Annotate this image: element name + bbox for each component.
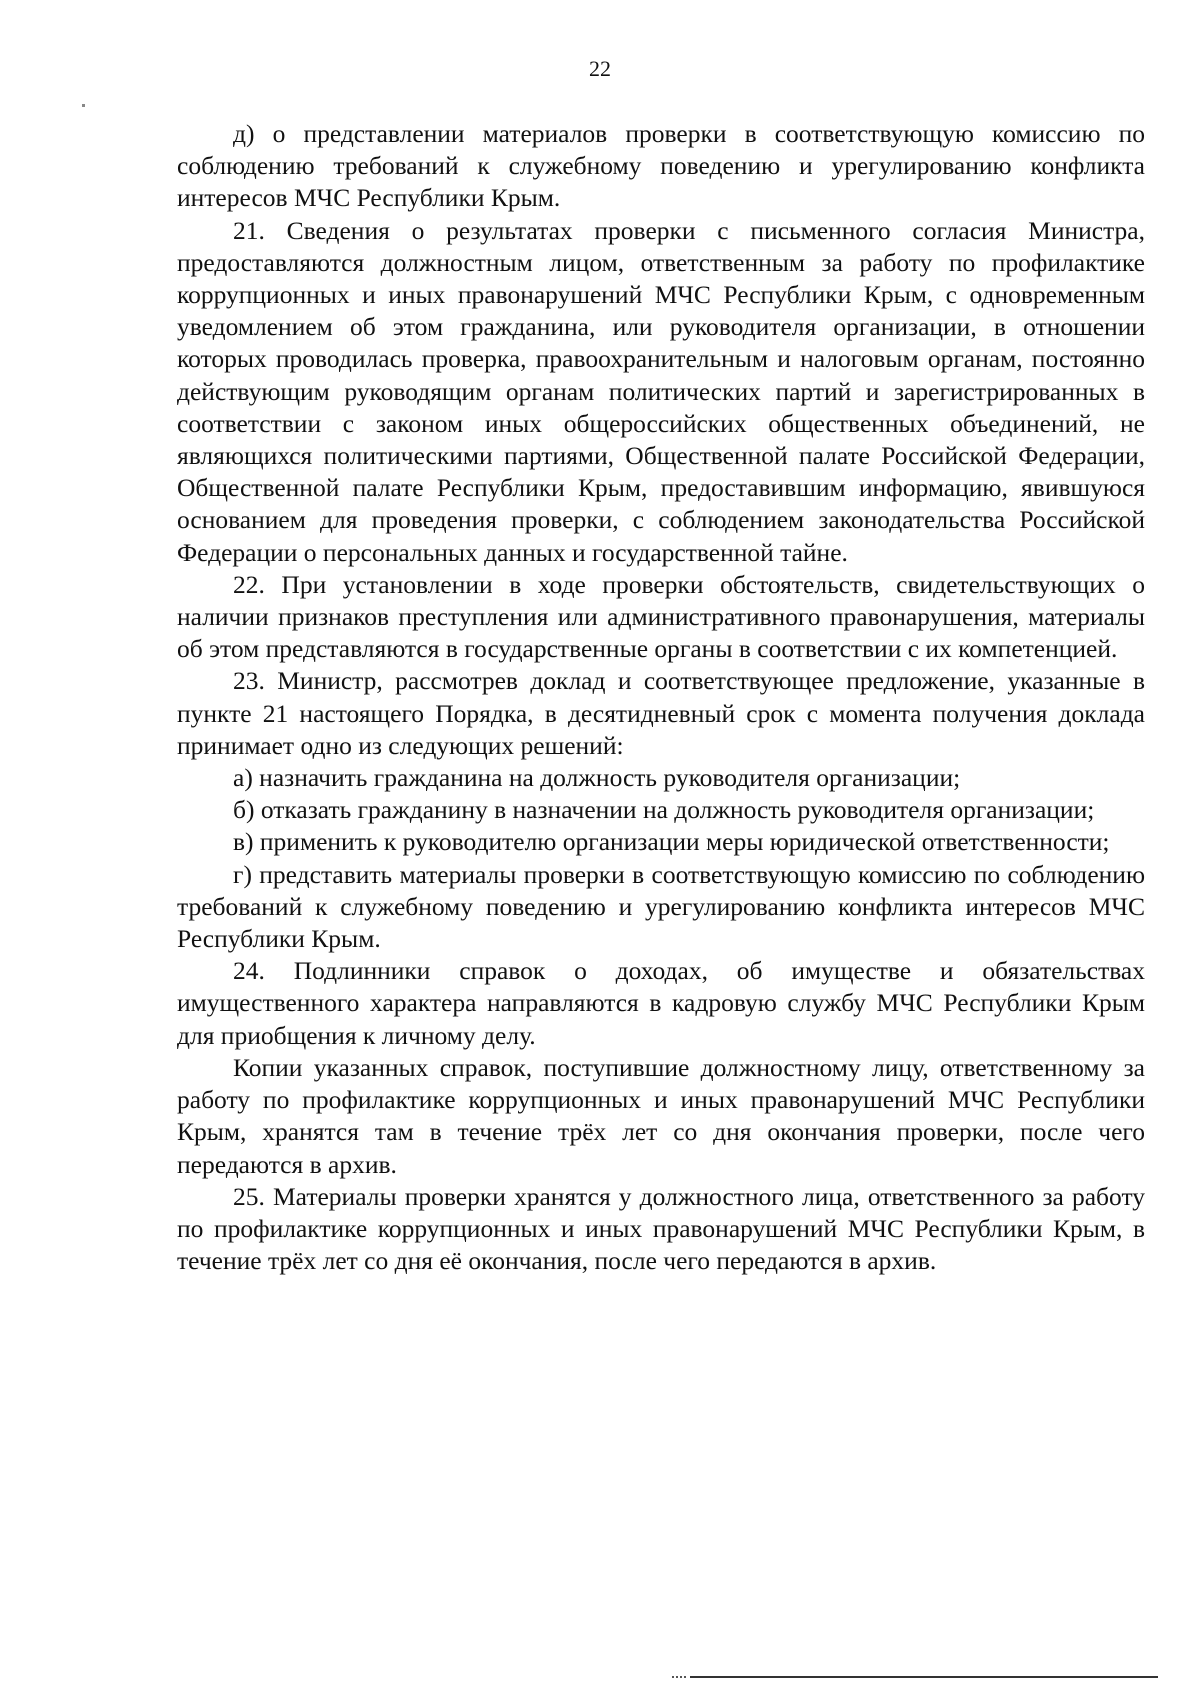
paragraph-23-item-v: в) применить к руководителю организации меры юридической ответственности; (233, 827, 1110, 857)
paragraph-23: 23. Министр, рассмотрев доклад и соответствующее предложение, указанные в пункте 21 настоящего Порядка, в десятидневный срок с момента получения доклада принимает одно из следующих решений: (177, 666, 1145, 760)
paragraph-23-item-a: а) назначить гражданина на должность руководителя организации; (233, 763, 961, 793)
footer-dotted-mark (672, 1676, 686, 1678)
paragraph-25: 25. Материалы проверки хранятся у должностного лица, ответственного за работу по профилактике коррупционных и иных правонарушений МЧС Республики Крым, в течение трёх лет со дня её окончания, после чего передаются в архив. (177, 1181, 1145, 1276)
paragraph-24: 24. Подлинники справок о доходах, об имуществе и обязательствах имущественного характера направляются в кадровую службу МЧС Республики Крым для приобщения к личному делу. (177, 956, 1145, 1050)
paragraph-item-d: д) о представлении материалов проверки в соответствующую комиссию по соблюдению требований к служебному поведению и урегулированию конфликта интересов МЧС Республики Крым. (177, 119, 1145, 213)
document-body (177, 118, 1145, 1277)
scan-artifact (82, 104, 85, 107)
paragraph-23-item-b: б) отказать гражданину в назначении на должность руководителя организации; (233, 795, 1095, 825)
paragraph-24-copies: Копии указанных справок, поступившие должностному лицу, ответственному за работу по профилактике коррупционных и иных правонарушений МЧС Республики Крым, хранятся там в течение трёх лет со дня окончания проверки, после чего передаются в архив. (177, 1052, 1145, 1179)
page-number: 22 (589, 56, 611, 81)
paragraph-21: 21. Сведения о результатах проверки с письменного согласия Министра, предоставляются должностным лицом, ответственным за работу по профилактике коррупционных и иных правонарушений МЧС Республики Крым, с одновременным уведомлением об этом гражданина, или руководителя организации, в отношении которых проводилась проверка, правоохранительным и налоговым органам, постоянно действующим руководящим органам политических партий и зарегистрированных в соответствии с законом иных общероссийских общественных объединений, не являющихся политическими партиями, Общественной палате Российской Федерации, Общественной палате Республики Крым, предоставившим информацию, явившуюся основанием для проведения проверки, с соблюдением законодательства Российской Федерации о персональных данных и государственной тайне. (177, 215, 1145, 567)
footer-rule (690, 1676, 1158, 1678)
paragraph-22: 22. При установлении в ходе проверки обстоятельств, свидетельствующих о наличии признаков преступления или административного правонарушения, материалы об этом представляются в государственные органы в соответствии с их компетенцией. (177, 569, 1145, 664)
paragraph-23-item-g: г) представить материалы проверки в соответствующую комиссию по соблюдению требований к служебному поведению и урегулированию конфликта интересов МЧС Республики Крым. (177, 859, 1145, 954)
